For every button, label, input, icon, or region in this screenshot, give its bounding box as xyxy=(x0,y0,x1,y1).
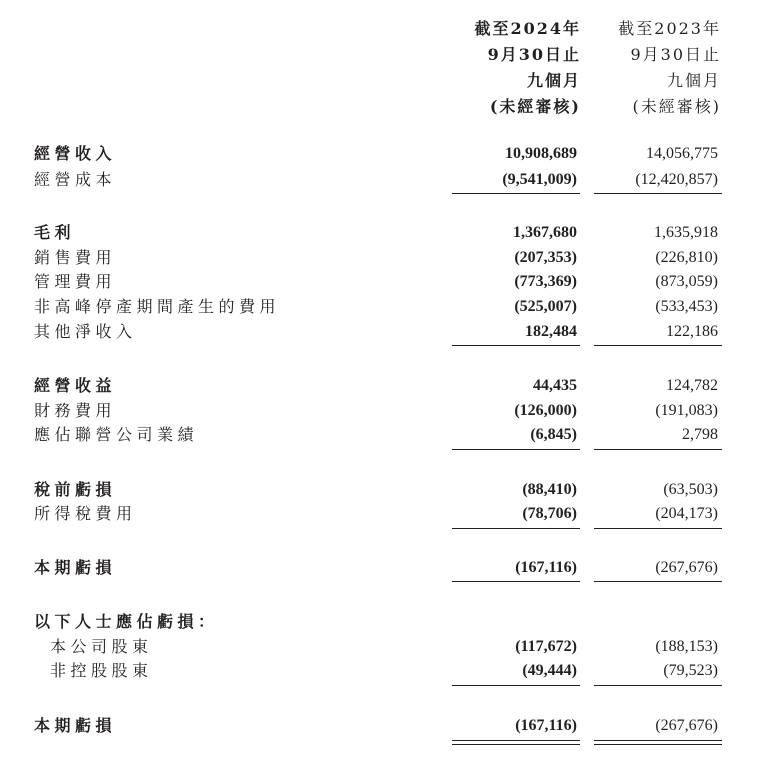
total-double-rule xyxy=(452,740,580,745)
header-previous-line-2: 9月30日止 xyxy=(630,45,721,64)
row-value-current: (207,353) xyxy=(514,249,577,266)
subtotal-rule xyxy=(594,449,722,450)
header-previous-line-1: 截至2023年 xyxy=(618,19,721,38)
row-value-current: (117,672) xyxy=(515,638,577,655)
row-label: 本期虧損 xyxy=(34,558,117,577)
subtotal-rule xyxy=(594,581,722,582)
row-value-previous: (533,453) xyxy=(655,298,718,315)
row-label: 所得稅費用 xyxy=(34,504,137,523)
row-label: 本公司股東 xyxy=(50,637,153,656)
subtotal-rule xyxy=(594,685,722,686)
row-value-previous: 122,186 xyxy=(666,323,718,340)
total-double-rule xyxy=(594,740,722,745)
row-value-current: (773,369) xyxy=(514,273,577,290)
row-value-current: (167,116) xyxy=(515,717,577,734)
subtotal-rule xyxy=(452,685,580,686)
subtotal-rule xyxy=(452,345,580,346)
row-label: 毛利 xyxy=(34,223,76,242)
row-value-previous: (79,523) xyxy=(663,662,718,679)
row-value-previous: (267,676) xyxy=(655,717,718,734)
row-value-previous: (204,173) xyxy=(655,505,718,522)
row-value-previous: 1,635,918 xyxy=(654,224,718,241)
header-current-line-1: 截至2024年 xyxy=(474,19,581,38)
row-label: 非高峰停產期間產生的費用 xyxy=(34,297,281,316)
subtotal-rule xyxy=(594,528,722,529)
row-value-previous: (63,503) xyxy=(663,481,718,498)
row-label: 銷售費用 xyxy=(34,248,117,267)
header-current-line-3: 九個月 xyxy=(526,71,581,90)
row-value-current: (9,541,009) xyxy=(502,171,577,188)
subtotal-rule xyxy=(594,193,722,194)
row-label: 經營成本 xyxy=(34,170,117,189)
row-label: 稅前虧損 xyxy=(34,480,117,499)
subtotal-rule xyxy=(452,449,580,450)
row-label: 經營收益 xyxy=(34,376,117,395)
row-value-current: (126,000) xyxy=(514,402,577,419)
row-label: 非控股股東 xyxy=(50,661,153,680)
row-label: 管理費用 xyxy=(34,272,117,291)
row-value-current: 10,908,689 xyxy=(505,145,577,162)
row-value-current: (49,444) xyxy=(522,662,577,679)
subtotal-rule xyxy=(452,528,580,529)
row-label: 以下人士應佔虧損： xyxy=(34,612,219,631)
row-value-previous: (188,153) xyxy=(655,638,718,655)
header-previous-line-4: (未經審核) xyxy=(632,97,721,116)
row-value-current: (88,410) xyxy=(522,481,577,498)
row-value-current: 44,435 xyxy=(533,377,577,394)
row-value-previous: 2,798 xyxy=(682,426,718,443)
row-value-previous: 14,056,775 xyxy=(646,145,718,162)
header-current-line-4: (未經審核) xyxy=(489,97,581,116)
row-value-current: 1,367,680 xyxy=(513,224,577,241)
row-value-current: 182,484 xyxy=(525,323,577,340)
row-label: 本期虧損 xyxy=(34,716,117,735)
row-label: 財務費用 xyxy=(34,401,117,420)
row-label: 經營收入 xyxy=(34,144,117,163)
header-current-line-2: 9月30日止 xyxy=(487,45,581,64)
subtotal-rule xyxy=(452,581,580,582)
subtotal-rule xyxy=(594,345,722,346)
row-value-previous: (191,083) xyxy=(655,402,718,419)
row-value-current: (167,116) xyxy=(515,559,577,576)
header-previous-line-3: 九個月 xyxy=(666,71,721,90)
row-label: 其他淨收入 xyxy=(34,322,137,341)
row-value-current: (6,845) xyxy=(530,426,577,443)
row-value-previous: (873,059) xyxy=(655,273,718,290)
row-value-previous: 124,782 xyxy=(666,377,718,394)
row-value-previous: (226,810) xyxy=(655,249,718,266)
row-value-current: (78,706) xyxy=(522,505,577,522)
row-value-current: (525,007) xyxy=(514,298,577,315)
row-value-previous: (267,676) xyxy=(655,559,718,576)
row-label: 應佔聯營公司業績 xyxy=(34,425,199,444)
row-value-previous: (12,420,857) xyxy=(635,171,718,188)
subtotal-rule xyxy=(452,193,580,194)
